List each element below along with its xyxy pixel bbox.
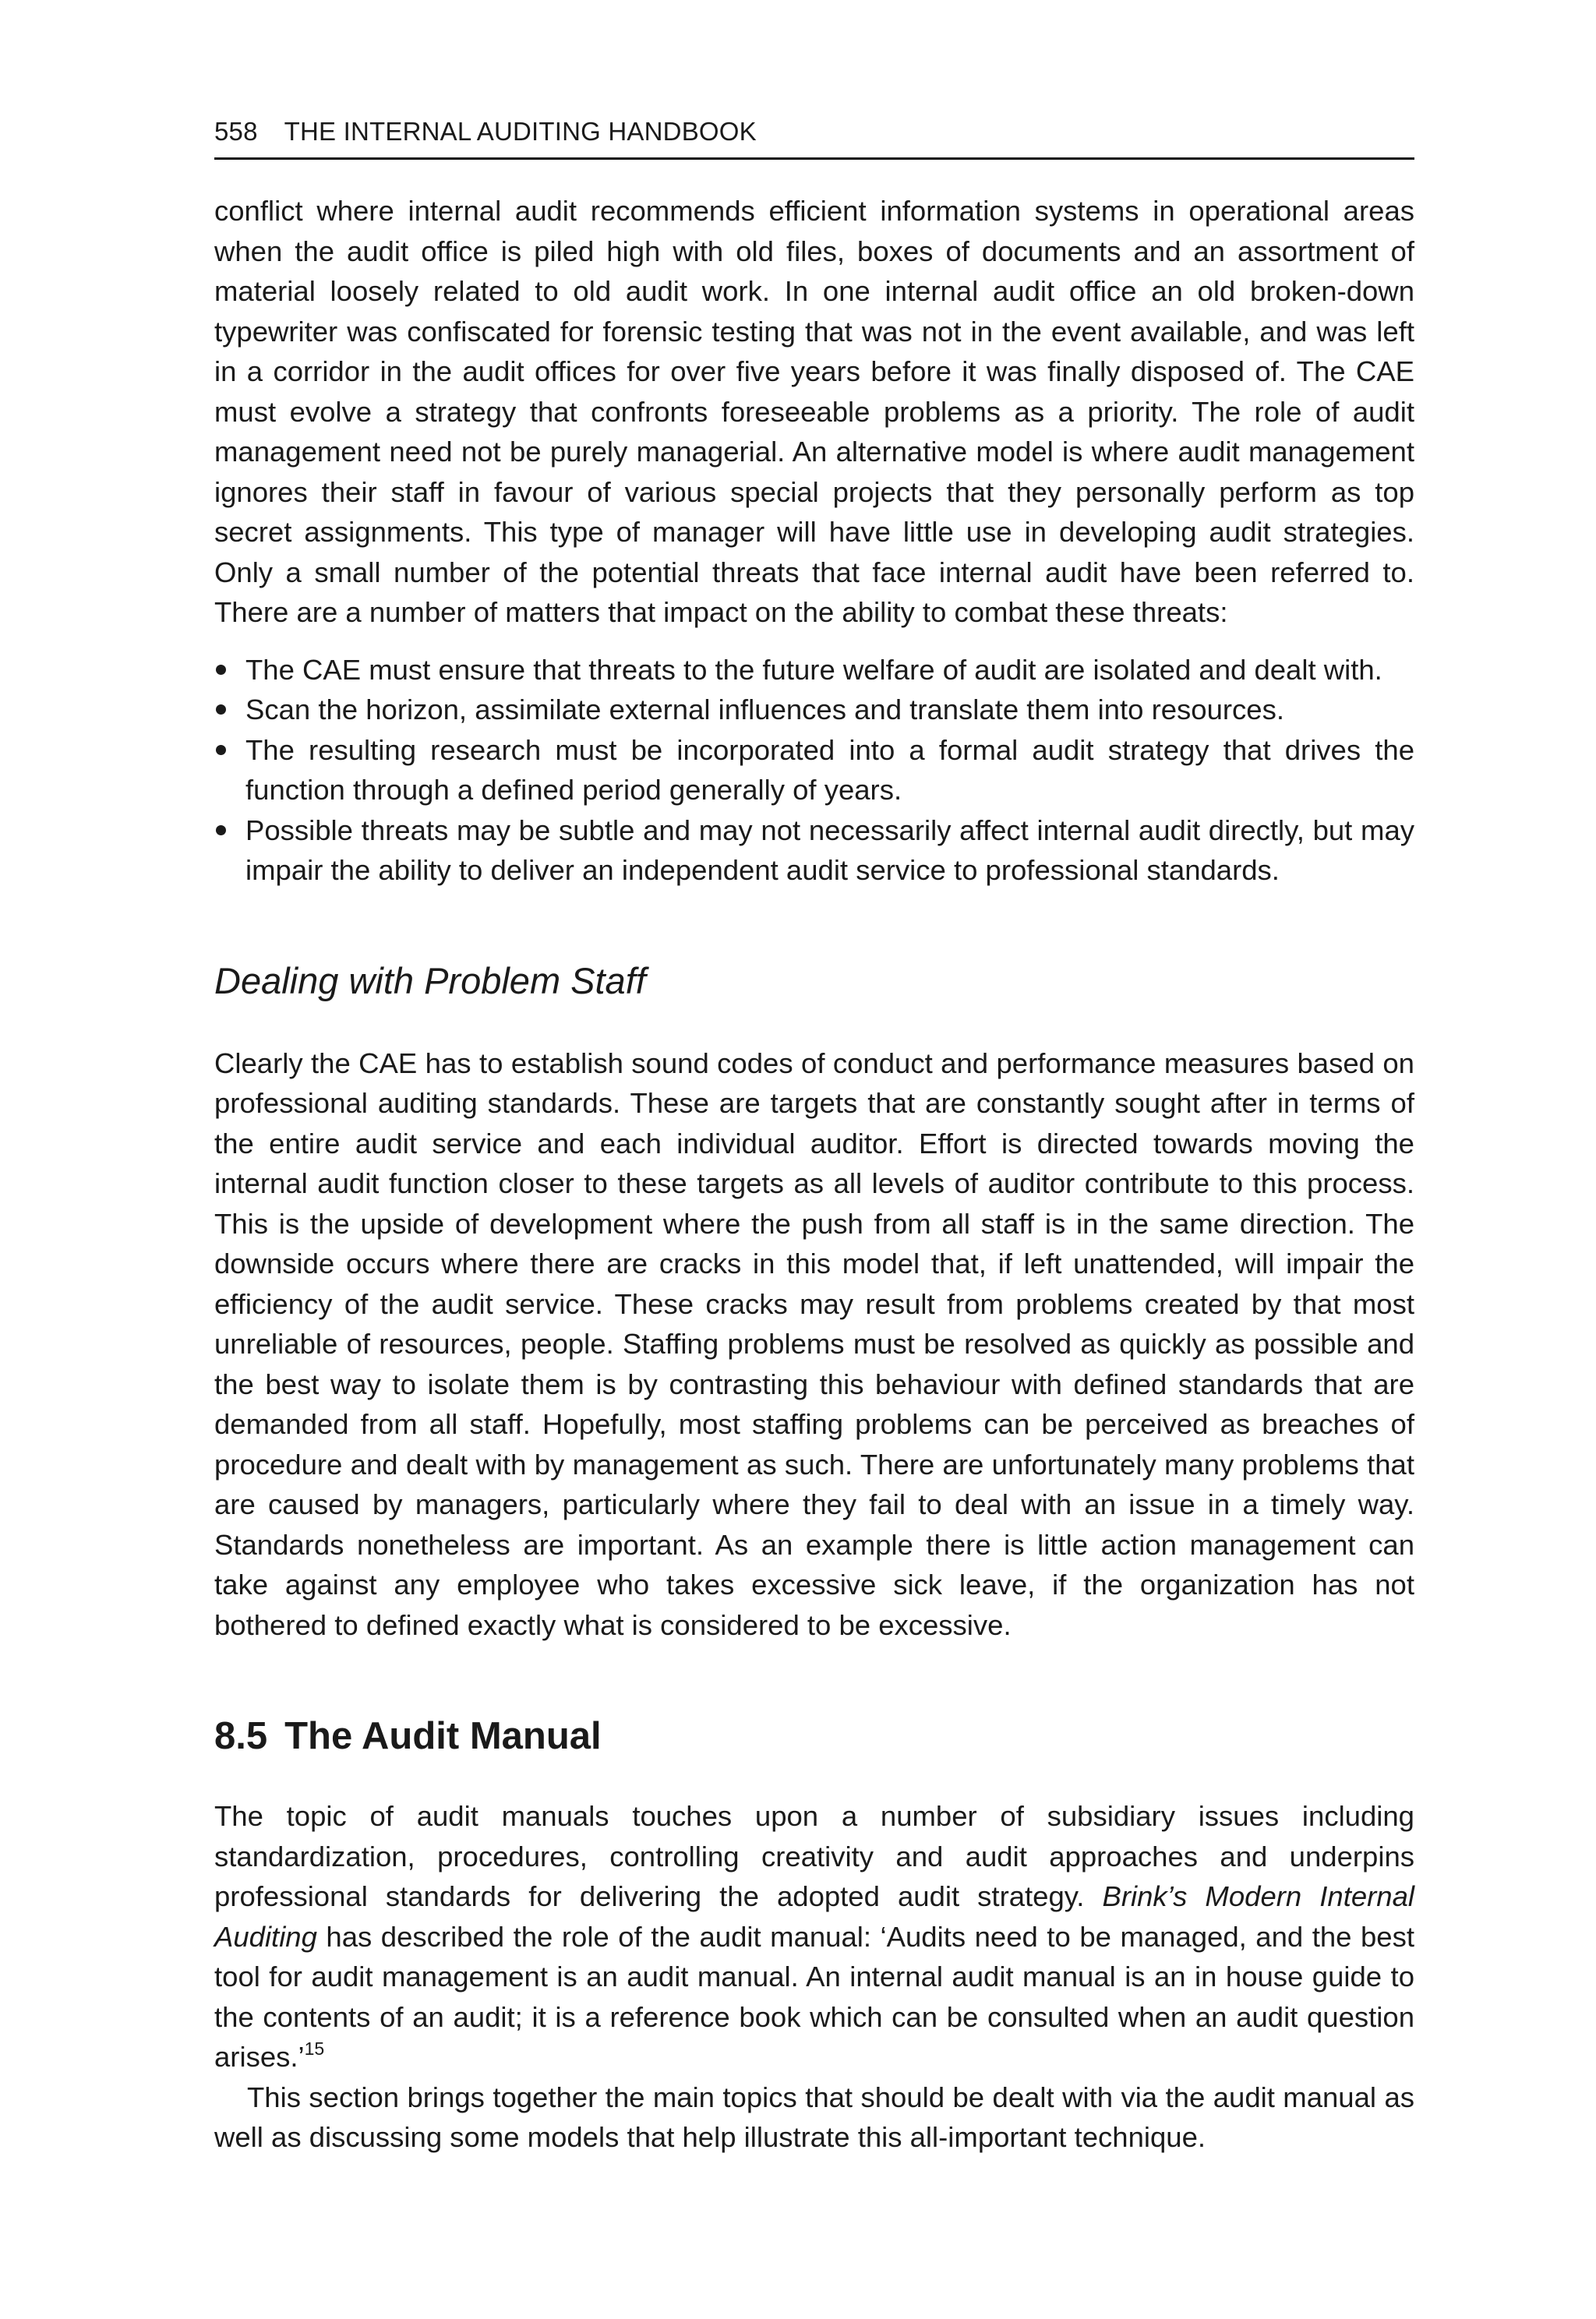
section-title: The Audit Manual (284, 1715, 602, 1757)
bullet-icon (216, 825, 226, 835)
section-number: 8.5 (214, 1715, 268, 1757)
paragraph-text: has described the role of the audit manual: ‘Audits need to be managed, and the best tool for audit management is an audit manual. An internal audit manual is an in house guide to the contents of an audit; it is a reference book which can be consulted when an audit question arises.’ (214, 1920, 1414, 2073)
bullet-icon (216, 745, 226, 755)
page-number: 558 (214, 117, 258, 146)
footnote-reference[interactable]: 15 (304, 2038, 325, 2059)
intro-paragraph: conflict where internal audit recommends efficient information systems in operational areas when the audit office is piled high with old files, boxes of documents and an assortment of material loosely related to old audit work. In one internal audit office an old broken-down typewriter was confiscated for forensic testing that was not in the event available, and was left in a corridor in the audit offices for over five years before it was finally disposed of. The CAE must evolve a strategy that confronts foreseeable problems as a priority. The role of audit management need not be purely managerial. An alternative model is where audit management ignores their staff in favour of various special projects that they personally perform as top secret assignments. This type of manager will have little use in developing audit strategies. Only a small number of the potential threats that face internal audit have been referred to. There are a number of matters that impact on the ability to combat these threats: (214, 195, 1414, 628)
list-item (214, 650, 1414, 690)
audit-manual-paragraph-2: This section brings together the main topics that should be dealt with via the audit manual as well as discussing some models that help illustrate this all-important technique. (214, 2081, 1414, 2153)
running-header (214, 117, 1414, 160)
running-title: THE INTERNAL AUDITING HANDBOOK (284, 117, 757, 146)
list-item-text: Possible threats may be subtle and may not necessarily affect internal audit directly, but may impair the ability to deliver an independent audit service to professional standards. (245, 814, 1414, 886)
bullet-icon (216, 704, 226, 715)
list-item (214, 690, 1414, 730)
bullet-icon (216, 665, 226, 675)
list-item-text: The CAE must ensure that threats to the future welfare of audit are isolated and dealt with. (245, 653, 1382, 686)
list-item (214, 730, 1414, 810)
threat-bullet-list (214, 650, 1414, 891)
audit-manual-paragraph-1 (214, 1796, 1414, 2077)
list-item-text: The resulting research must be incorporated into a formal audit strategy that drives the function through a defined period generally of years. (245, 733, 1414, 806)
paragraph-text: The topic of audit manuals touches upon a number of subsidiary issues including standardization, procedures, controlling creativity and audit approaches and underpins professional standards for delivering the adopted audit strategy. (214, 1800, 1414, 1912)
book-page (214, 117, 1414, 2158)
list-item (214, 810, 1414, 891)
problem-staff-paragraph: Clearly the CAE has to establish sound codes of conduct and performance measures based on professional auditing standards. These are targets that are constantly sought after in terms of the entire audit service and each individual auditor. Effort is directed towards moving the internal audit function closer to these targets as all levels of auditor contribute to this process. This is the upside of development where the push from all staff is in the same direction. The downside occurs where there are cracks in this model that, if left unattended, will impair the efficiency of the audit service. These cracks may result from problems created by that most unreliable of resources, people. Staffing problems must be resolved as quickly as possible and the best way to isolate them is by contrasting this behaviour with defined standards that are demanded from all staff. Hopefully, most staffing problems can be perceived as breaches of procedure and dealt with by management as such. There are unfortunately many problems that are caused by managers, particularly where they fail to deal with an issue in a timely way. Standards nonetheless are important. As an example there is little action management can take against any employee who takes excessive sick leave, if the organization has not bothered to defined exactly what is considered to be excessive. (214, 1047, 1414, 1641)
problem-staff-heading: Dealing with Problem Staff (214, 959, 646, 1001)
book-title: Brink’s Modern Internal Auditing (214, 1880, 1414, 1953)
list-item-text: Scan the horizon, assimilate external influences and translate them into resources. (245, 694, 1284, 725)
section-heading (214, 1714, 1414, 1759)
